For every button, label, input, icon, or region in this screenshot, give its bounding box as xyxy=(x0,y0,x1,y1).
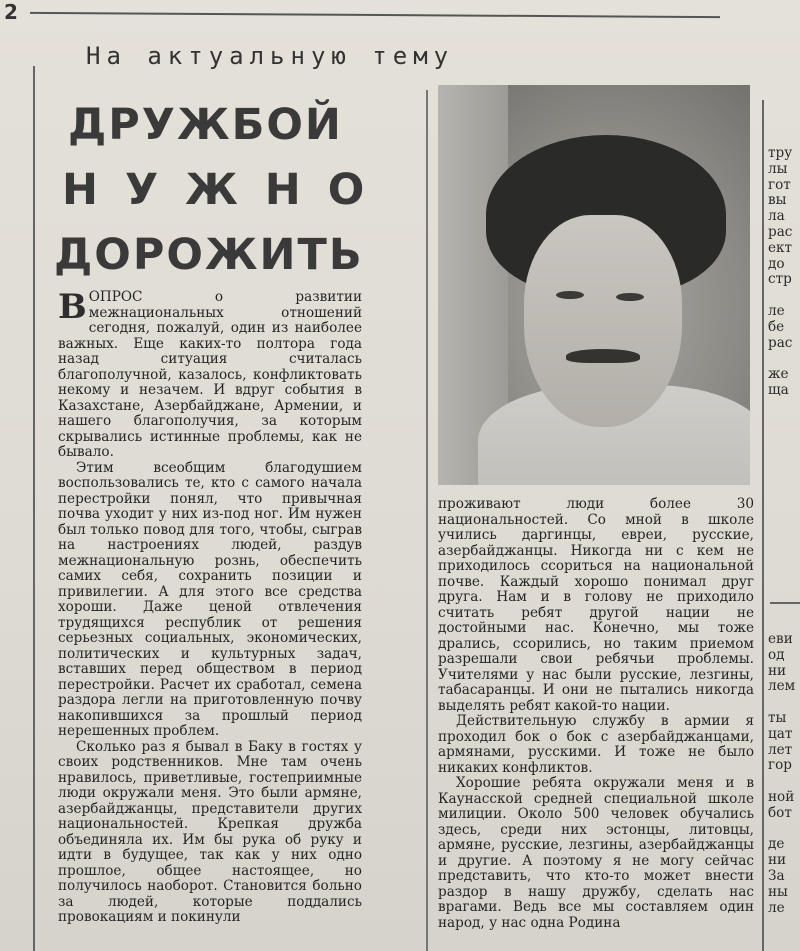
edge-fragment-line xyxy=(768,695,795,711)
adjacent-article-fragment-1 xyxy=(768,146,792,399)
adjacent-article-rule xyxy=(770,602,800,604)
drop-cap: В xyxy=(58,287,87,327)
edge-fragment-line: ща xyxy=(768,381,789,398)
edge-fragment-line: цат xyxy=(768,725,793,742)
edge-fragment-line xyxy=(768,774,795,790)
edge-fragment-line: гор xyxy=(768,757,793,774)
edge-fragment-line: ле xyxy=(768,899,785,916)
edge-fragment-line: же xyxy=(768,366,789,383)
rubric: На актуальную тему xyxy=(86,42,455,70)
photo-face xyxy=(524,215,682,427)
edge-fragment-line xyxy=(768,288,792,304)
edge-fragment-line: ной xyxy=(768,788,795,805)
edge-fragment-line: од xyxy=(768,646,785,663)
paragraph: Хорошие ребята окружали меня и в Каунасской средней специальной школе милиции. Около 500 человек обучались здесь, среди них эстонцы, литовцы, армяне, русские, лезгины, азербайджанцы и другие. А поэтому я не могу сейчас представить, что кто-то может внести раздор в нашу дружбу, сделать нас врагами. Ведь все мы составляем один народ, у нас одна Родина xyxy=(438,775,754,931)
photo-eye xyxy=(616,293,644,301)
edge-fragment-line: ла xyxy=(768,208,785,225)
headline-line-1: ДРУЖБОЙ xyxy=(68,100,343,150)
left-frame-rule xyxy=(33,66,35,951)
paragraph: проживают люди более 30 национальностей. Со мной в школе учились даргинцы, евреи, русские, азербайджанцы. Никогда ни с кем не приходилось ссориться на национальной почве. Каждый хорошо понимал друг друга. Нам и в голову не приходило считать ребят другой нации не достойными нас. Конечно, мы тоже дрались, ссорились, но таким приемом разрешали свои ребячьи проблемы. Учителями у нас были русские, лезгины, табасаранцы. И они не пытались никогда выделять ребят какой-то нации. xyxy=(438,496,754,714)
edge-fragment-line: ле xyxy=(768,302,785,319)
edge-fragment-line: лы xyxy=(768,160,788,177)
edge-fragment-line: тру xyxy=(768,145,793,161)
page-number: 2 xyxy=(4,0,18,24)
right-frame-rule xyxy=(762,100,764,951)
edge-fragment-line: За xyxy=(768,867,785,884)
column-divider xyxy=(426,90,428,951)
adjacent-article-fragment-2 xyxy=(768,632,795,916)
edge-fragment-line: вы xyxy=(768,192,787,209)
top-rule xyxy=(30,12,720,18)
edge-fragment-line xyxy=(768,351,792,367)
portrait-photo xyxy=(438,85,750,485)
edge-fragment-line: лет xyxy=(768,741,793,758)
edge-fragment-line xyxy=(768,822,795,838)
headline-line-2: НУЖНО xyxy=(62,165,392,215)
edge-fragment-line: рас xyxy=(768,223,793,240)
paragraph xyxy=(58,287,362,461)
paragraph: Сколько раз я бывал в Баку в гостях у своих родственников. Мне там очень нравилось, приветливые, гостеприимные люди окружали меня. Это были армяне, азербайджанцы, представители других национальностей. Крепкая дружба объединяла их. Им бы рука об руку и идти в будущее, так как у них одно прошлое, общее настоящее, но получилось наоборот. Становится больно за людей, которые поддались провокациям и покинули xyxy=(58,738,362,925)
edge-fragment-line: рас xyxy=(768,334,793,351)
edge-fragment-line: лем xyxy=(768,678,796,695)
edge-fragment-line: до xyxy=(768,255,785,272)
paragraph: Этим всеобщим благодушием воспользовались те, кто с самого начала перестройки понял, что привычная почва уходит у них из-под ног. Им нужен был только повод для того, чтобы, сыграв на настроениях людей, раздув межнациональную рознь, обеспечить самих себя, сохранить позиции и привилегии. А для этого все средства хороши. Даже ценой отвлечения трудящихся республик от решения серьезных социальных, экономических, политических и культурных задач, вставших перед обществом в период перестройки. Расчет их сработал, семена раздора легли на приготовленную почву накопившихся за прошлый период нерешенных проблем. xyxy=(58,459,362,739)
article-column-1 xyxy=(58,287,362,926)
edge-fragment-line: ект xyxy=(768,239,793,256)
edge-fragment-line: ны xyxy=(768,883,788,900)
edge-fragment-line: ни xyxy=(768,852,787,869)
edge-fragment-line: ты xyxy=(768,709,787,726)
edge-fragment-line: стр xyxy=(768,271,792,288)
edge-fragment-line: ни xyxy=(768,662,787,679)
edge-fragment-line: гот xyxy=(768,176,791,193)
paragraph-text: ОПРОС о развитии межнациональных отношений сегодня, пожалуй, один из наиболее важных. Еще каких-то полтора года назад ситуация считалась благополучной, казалось, конфликтовать некому и незачем. И вдруг события в Казахстане, Азербайджане, Армении, и нашего благополучия, за которым скрывались истинные проблемы, как не бывало. xyxy=(58,289,362,460)
photo-eye xyxy=(556,291,584,299)
edge-fragment-line: бе xyxy=(768,318,785,335)
article-column-2 xyxy=(438,497,754,931)
photo-mustache xyxy=(566,349,640,363)
headline-line-3: ДОРОЖИТЬ xyxy=(54,230,364,280)
paragraph: Действительную службу в армии я проходил бок о бок с азербайджанцами, армянами, русскими. И тоже не было никаких конфликтов. xyxy=(438,713,754,776)
edge-fragment-line: де xyxy=(768,836,785,853)
edge-fragment-line: еви xyxy=(768,631,793,647)
edge-fragment-line: бот xyxy=(768,804,792,821)
